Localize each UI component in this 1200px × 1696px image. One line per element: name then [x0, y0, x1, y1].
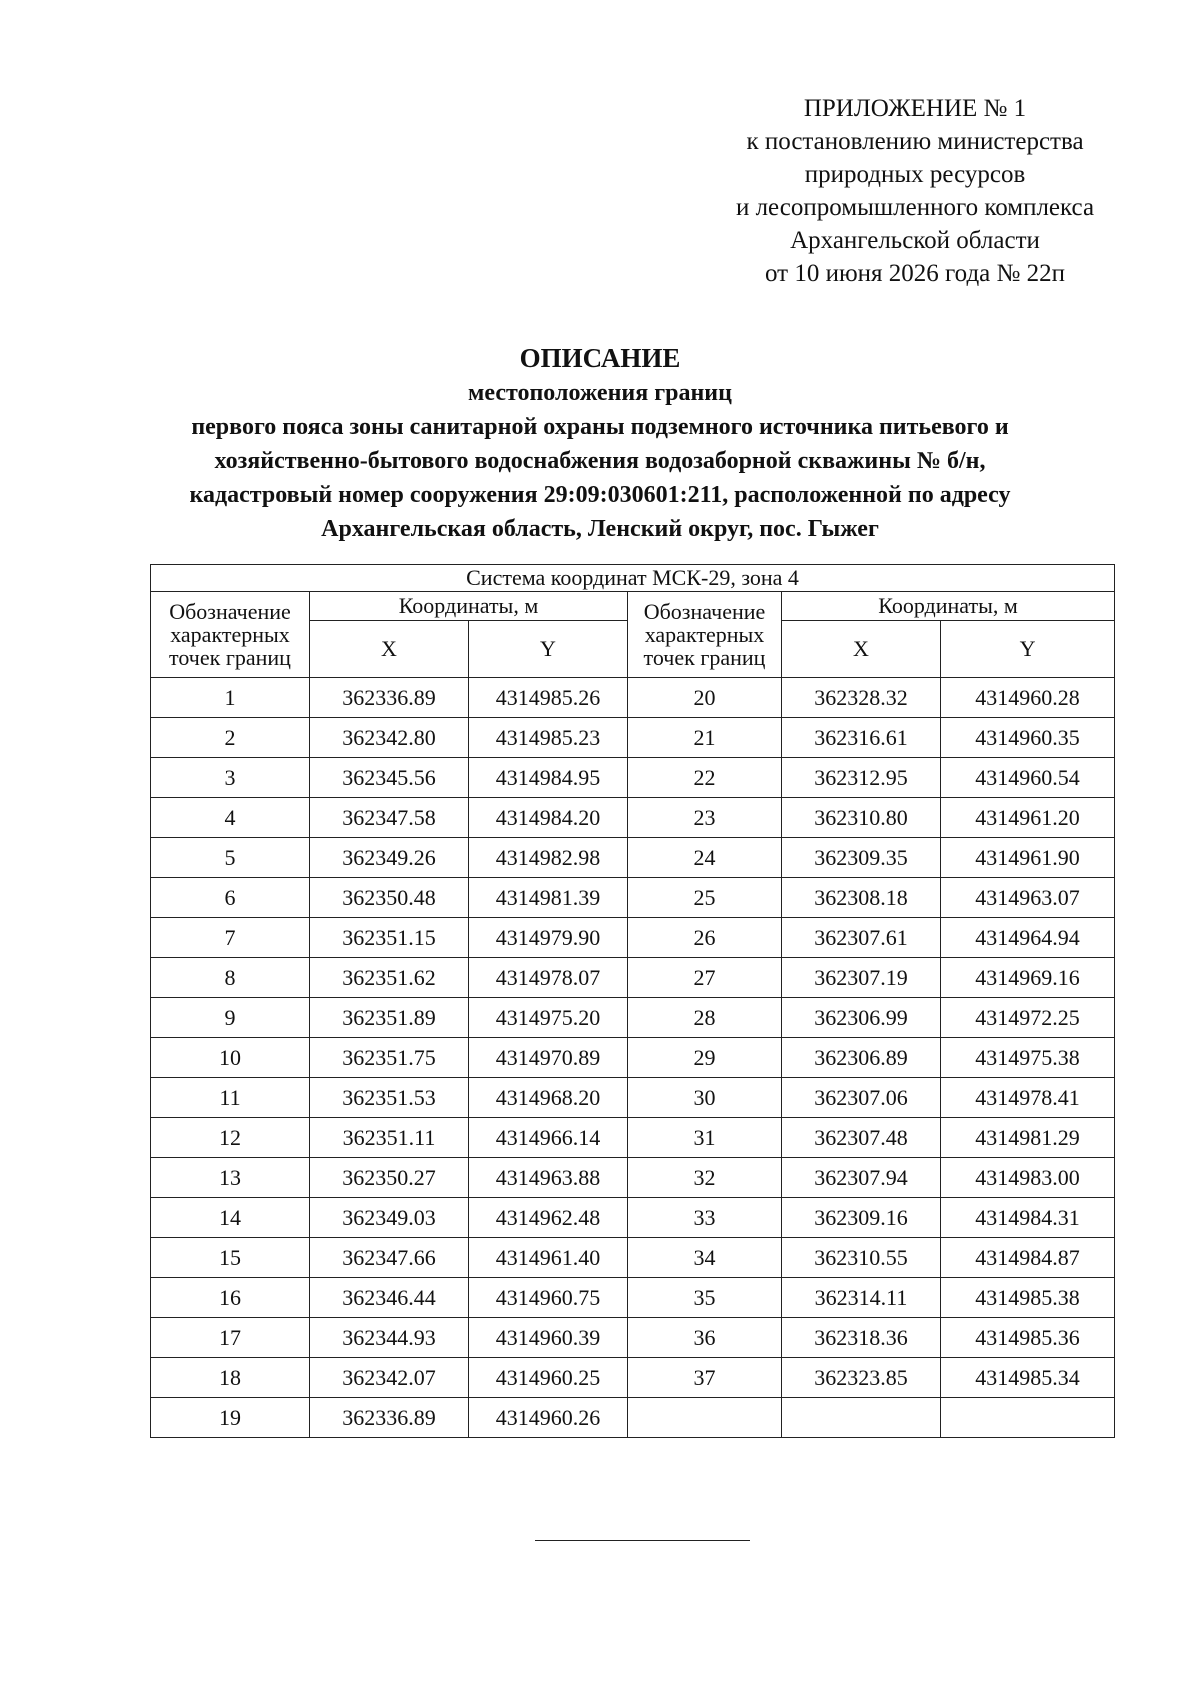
point-number-cell-left: 18 — [151, 1358, 310, 1398]
x-header-right: X — [782, 621, 941, 678]
coordinates-header-right: Координаты, м — [782, 592, 1115, 621]
coord-x-cell-right: 362312.95 — [782, 758, 941, 798]
coord-y-cell-left: 4314979.90 — [469, 918, 628, 958]
point-number-cell-right: 29 — [628, 1038, 782, 1078]
coord-x-cell-right — [782, 1398, 941, 1438]
table-row — [151, 918, 1115, 958]
point-label-header-right: Обозначение характерных точек границ — [628, 592, 782, 678]
point-number-cell-right: 37 — [628, 1358, 782, 1398]
coord-y-cell-left: 4314966.14 — [469, 1118, 628, 1158]
coord-y-cell-right: 4314984.87 — [941, 1238, 1115, 1278]
coord-x-cell-right: 362307.61 — [782, 918, 941, 958]
coord-x-cell-right: 362306.89 — [782, 1038, 941, 1078]
coord-y-cell-right — [941, 1398, 1115, 1438]
point-number-cell-right: 22 — [628, 758, 782, 798]
coord-y-cell-left: 4314960.26 — [469, 1398, 628, 1438]
table-row — [151, 798, 1115, 838]
coord-x-cell-left: 362347.66 — [310, 1238, 469, 1278]
coordinates-table-body — [151, 678, 1115, 1438]
point-number-cell-left: 8 — [151, 958, 310, 998]
table-row — [151, 838, 1115, 878]
table-row — [151, 1358, 1115, 1398]
coord-x-cell-left: 362336.89 — [310, 1398, 469, 1438]
coord-y-cell-right: 4314961.90 — [941, 838, 1115, 878]
point-number-cell-right: 20 — [628, 678, 782, 718]
coord-y-cell-left: 4314978.07 — [469, 958, 628, 998]
point-number-cell-right: 27 — [628, 958, 782, 998]
coord-y-cell-right: 4314981.29 — [941, 1118, 1115, 1158]
point-number-cell-right: 33 — [628, 1198, 782, 1238]
table-row — [151, 1398, 1115, 1438]
table-row — [151, 1318, 1115, 1358]
coord-x-cell-right: 362328.32 — [782, 678, 941, 718]
coord-x-cell-left: 362344.93 — [310, 1318, 469, 1358]
coord-y-cell-left: 4314961.40 — [469, 1238, 628, 1278]
coord-x-cell-right: 362307.48 — [782, 1118, 941, 1158]
coord-y-cell-right: 4314985.34 — [941, 1358, 1115, 1398]
point-number-cell-left: 10 — [151, 1038, 310, 1078]
appendix-line: от 10 июня 2026 года № 22п — [765, 260, 1065, 287]
coord-y-cell-left: 4314982.98 — [469, 838, 628, 878]
coord-x-cell-right: 362307.94 — [782, 1158, 941, 1198]
point-number-cell-right: 35 — [628, 1278, 782, 1318]
coord-x-cell-left: 362347.58 — [310, 798, 469, 838]
table-row — [151, 1118, 1115, 1158]
coordinate-system-caption: Система координат МСК-29, зона 4 — [151, 565, 1115, 592]
table-row — [151, 878, 1115, 918]
coord-x-cell-left: 362351.89 — [310, 998, 469, 1038]
point-label-header-left: Обозначение характерных точек границ — [151, 592, 310, 678]
point-number-cell-right: 31 — [628, 1118, 782, 1158]
coord-x-cell-left: 362345.56 — [310, 758, 469, 798]
coord-x-cell-left: 362351.15 — [310, 918, 469, 958]
table-row — [151, 1198, 1115, 1238]
point-number-cell-left: 19 — [151, 1398, 310, 1438]
coord-x-cell-right: 362306.99 — [782, 998, 941, 1038]
coord-y-cell-left: 4314963.88 — [469, 1158, 628, 1198]
coord-y-cell-right: 4314960.28 — [941, 678, 1115, 718]
coord-x-cell-right: 362310.55 — [782, 1238, 941, 1278]
table-row — [151, 1038, 1115, 1078]
coord-y-cell-right: 4314964.94 — [941, 918, 1115, 958]
coord-x-cell-left: 362350.27 — [310, 1158, 469, 1198]
point-number-cell-left: 14 — [151, 1198, 310, 1238]
coord-x-cell-right: 362307.19 — [782, 958, 941, 998]
y-header-right: Y — [941, 621, 1115, 678]
coord-y-cell-left: 4314968.20 — [469, 1078, 628, 1118]
point-number-cell-left: 12 — [151, 1118, 310, 1158]
table-row — [151, 678, 1115, 718]
appendix-line: природных ресурсов — [804, 161, 1026, 188]
document-heading — [60, 340, 1140, 546]
coord-x-cell-left: 362342.07 — [310, 1358, 469, 1398]
document-title: ОПИСАНИЕ — [519, 343, 681, 373]
point-number-cell-left: 9 — [151, 998, 310, 1038]
coord-x-cell-left: 362349.26 — [310, 838, 469, 878]
point-number-cell-left: 3 — [151, 758, 310, 798]
coord-y-cell-left: 4314960.75 — [469, 1278, 628, 1318]
coord-x-cell-right: 362318.36 — [782, 1318, 941, 1358]
coord-x-cell-left: 362351.53 — [310, 1078, 469, 1118]
coord-y-cell-left: 4314962.48 — [469, 1198, 628, 1238]
point-number-cell-left: 6 — [151, 878, 310, 918]
coord-y-cell-left: 4314970.89 — [469, 1038, 628, 1078]
coord-y-cell-right: 4314963.07 — [941, 878, 1115, 918]
coord-y-cell-right: 4314975.38 — [941, 1038, 1115, 1078]
point-number-cell-right: 21 — [628, 718, 782, 758]
coord-y-cell-left: 4314985.26 — [469, 678, 628, 718]
table-row — [151, 958, 1115, 998]
coord-y-cell-left: 4314981.39 — [469, 878, 628, 918]
appendix-line: и лесопромышленного комплекса — [735, 194, 1095, 221]
coord-x-cell-right: 362309.35 — [782, 838, 941, 878]
point-number-cell-left: 1 — [151, 678, 310, 718]
appendix-header — [680, 92, 1150, 290]
table-row — [151, 998, 1115, 1038]
point-number-cell-right — [628, 1398, 782, 1438]
coord-y-cell-right: 4314961.20 — [941, 798, 1115, 838]
point-number-cell-left: 5 — [151, 838, 310, 878]
document-subtitle: местоположения границ — [468, 380, 732, 406]
table-row — [151, 1238, 1115, 1278]
coord-y-cell-right: 4314960.35 — [941, 718, 1115, 758]
appendix-line: ПРИЛОЖЕНИЕ № 1 — [803, 95, 1027, 122]
coord-y-cell-left: 4314960.39 — [469, 1318, 628, 1358]
coord-y-cell-right: 4314984.31 — [941, 1198, 1115, 1238]
description-line: первого пояса зоны санитарной охраны подземного источника питьевого и — [191, 414, 1009, 440]
footer-rule — [535, 1540, 750, 1541]
point-number-cell-right: 34 — [628, 1238, 782, 1278]
coord-y-cell-right: 4314960.54 — [941, 758, 1115, 798]
coord-x-cell-left: 362349.03 — [310, 1198, 469, 1238]
point-number-cell-right: 30 — [628, 1078, 782, 1118]
coord-x-cell-right: 362307.06 — [782, 1078, 941, 1118]
table-row — [151, 1278, 1115, 1318]
point-number-cell-right: 32 — [628, 1158, 782, 1198]
coord-y-cell-right: 4314985.38 — [941, 1278, 1115, 1318]
point-number-cell-left: 15 — [151, 1238, 310, 1278]
coord-x-cell-left: 362342.80 — [310, 718, 469, 758]
point-number-cell-right: 28 — [628, 998, 782, 1038]
table-row — [151, 1158, 1115, 1198]
coord-y-cell-right: 4314985.36 — [941, 1318, 1115, 1358]
coord-x-cell-right: 362323.85 — [782, 1358, 941, 1398]
coord-x-cell-right: 362314.11 — [782, 1278, 941, 1318]
point-number-cell-right: 24 — [628, 838, 782, 878]
point-number-cell-right: 36 — [628, 1318, 782, 1358]
table-row — [151, 718, 1115, 758]
point-number-cell-right: 25 — [628, 878, 782, 918]
table-row — [151, 758, 1115, 798]
coord-x-cell-left: 362336.89 — [310, 678, 469, 718]
coord-y-cell-right: 4314978.41 — [941, 1078, 1115, 1118]
coord-y-cell-left: 4314975.20 — [469, 998, 628, 1038]
coord-y-cell-left: 4314984.20 — [469, 798, 628, 838]
coord-x-cell-left: 362351.11 — [310, 1118, 469, 1158]
coord-x-cell-left: 362351.62 — [310, 958, 469, 998]
x-header-left: X — [310, 621, 469, 678]
coordinates-table — [150, 564, 1115, 1438]
coord-y-cell-left: 4314985.23 — [469, 718, 628, 758]
description-line: хозяйственно-бытового водоснабжения водозаборной скважины № б/н, — [214, 448, 986, 474]
point-number-cell-left: 16 — [151, 1278, 310, 1318]
coord-x-cell-right: 362309.16 — [782, 1198, 941, 1238]
point-number-cell-left: 7 — [151, 918, 310, 958]
y-header-left: Y — [469, 621, 628, 678]
description-line: кадастровый номер сооружения 29:09:030601:211, расположенной по адресу — [189, 482, 1011, 508]
point-number-cell-left: 13 — [151, 1158, 310, 1198]
table-row — [151, 1078, 1115, 1118]
coordinates-header-left: Координаты, м — [310, 592, 628, 621]
description-line: Архангельская область, Ленский округ, пос. Гыжег — [321, 516, 879, 542]
coord-y-cell-right: 4314972.25 — [941, 998, 1115, 1038]
coord-y-cell-left: 4314984.95 — [469, 758, 628, 798]
appendix-line: к постановлению министерства — [746, 128, 1084, 155]
coord-y-cell-right: 4314969.16 — [941, 958, 1115, 998]
coord-x-cell-right: 362316.61 — [782, 718, 941, 758]
appendix-line: Архангельской области — [790, 227, 1040, 254]
point-number-cell-left: 11 — [151, 1078, 310, 1118]
point-number-cell-left: 4 — [151, 798, 310, 838]
coord-x-cell-right: 362308.18 — [782, 878, 941, 918]
coord-x-cell-right: 362310.80 — [782, 798, 941, 838]
point-number-cell-left: 2 — [151, 718, 310, 758]
coord-x-cell-left: 362350.48 — [310, 878, 469, 918]
coord-x-cell-left: 362351.75 — [310, 1038, 469, 1078]
coord-x-cell-left: 362346.44 — [310, 1278, 469, 1318]
coord-y-cell-left: 4314960.25 — [469, 1358, 628, 1398]
point-number-cell-right: 23 — [628, 798, 782, 838]
coord-y-cell-right: 4314983.00 — [941, 1158, 1115, 1198]
point-number-cell-right: 26 — [628, 918, 782, 958]
point-number-cell-left: 17 — [151, 1318, 310, 1358]
